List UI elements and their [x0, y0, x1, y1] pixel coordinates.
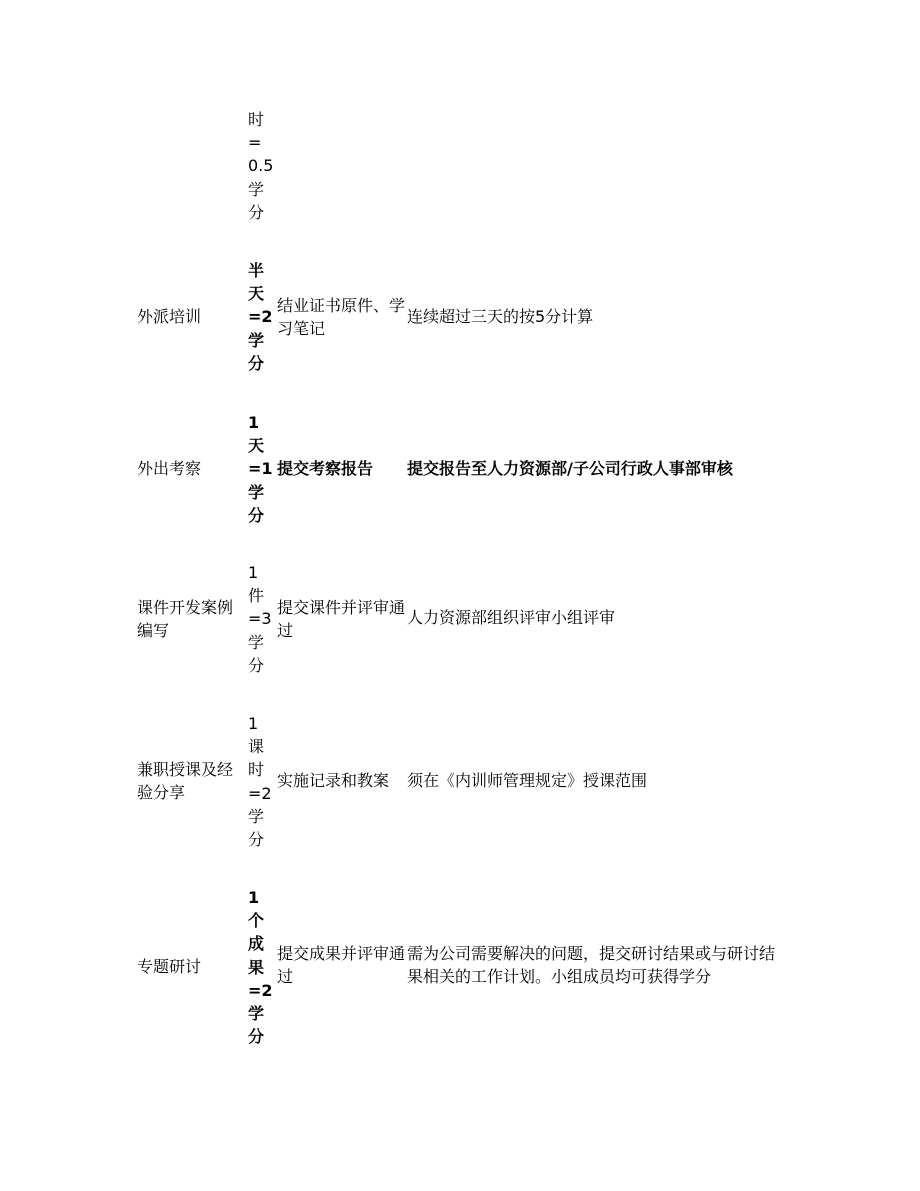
- row-4-credit: 1课时=2学分: [248, 714, 272, 850]
- row-2-note: 提交报告至人力资源部/子公司行政人事部审核: [407, 459, 733, 478]
- row-5-credit: 1个成果=2学分: [248, 888, 273, 1047]
- row-5-material: 提交成果并评审通过: [277, 944, 406, 986]
- row-2-material: 提交考察报告: [277, 459, 374, 478]
- row-3-item: 课件开发案例编写: [137, 598, 234, 640]
- row-3-note: 人力资源部组织评审小组评审: [407, 608, 616, 627]
- row-1-material: 结业证书原件、学习笔记: [277, 296, 406, 338]
- row-2-credit: 1天=1学分: [248, 413, 273, 525]
- row-4-material: 实施记录和教案: [277, 771, 390, 790]
- row-5-note: 需为公司需要解决的问题，提交研讨结果或与研讨结果相关的工作计划。小组成员均可获得学分: [407, 944, 776, 986]
- row-0-credit: 时=0.5学分: [248, 110, 274, 222]
- row-3-credit: 1件=3学分: [248, 563, 272, 675]
- row-2-item: 外出考察: [137, 459, 202, 478]
- row-4-note: 须在《内训师管理规定》授课范围: [407, 771, 648, 790]
- row-3-material: 提交课件并评审通过: [277, 598, 406, 640]
- row-4-item: 兼职授课及经验分享: [137, 760, 234, 802]
- row-5-item: 专题研讨: [137, 957, 202, 976]
- row-1-item: 外派培训: [137, 307, 202, 326]
- row-1-note: 连续超过三天的按5分计算: [407, 307, 594, 326]
- row-1-credit: 半天=2学分: [248, 261, 273, 373]
